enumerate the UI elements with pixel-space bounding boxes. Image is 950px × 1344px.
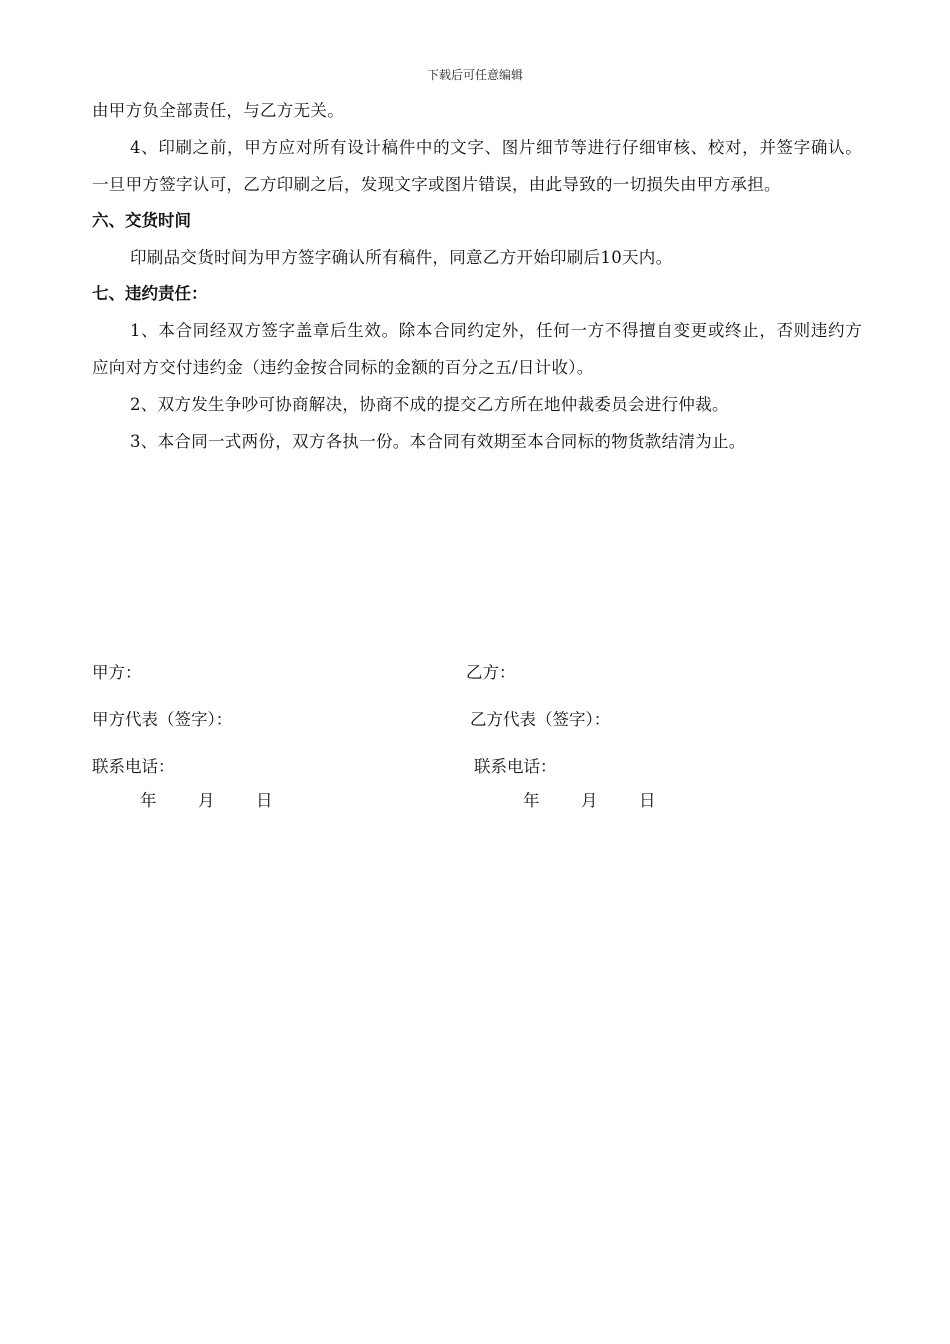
date-day: 日	[256, 791, 273, 810]
contract-body	[92, 92, 862, 460]
date-row-party-b	[0, 787, 950, 811]
paragraph-breach-1: 1、本合同经双方签字盖章后生效。除本合同约定外，任何一方不得擅自变更或终止，否则违约方应向对方交付违约金（违约金按合同标的金额的百分之五/日计收）。	[92, 321, 862, 377]
party-b-label: 乙方：	[466, 663, 516, 682]
paragraph-liability-end: 由甲方负全部责任，与乙方无关。	[92, 101, 344, 120]
paragraph-proofreading: 4、印刷之前，甲方应对所有设计稿件中的文字、图片细节等进行仔细审核、校对，并签字确认。一旦甲方签字认可，乙方印刷之后，发现文字或图片错误，由此导致的一切损失由甲方承担。	[92, 138, 862, 194]
party-b-phone-label: 联系电话：	[474, 757, 557, 776]
paragraph-breach-2: 2、双方发生争吵可协商解决，协商不成的提交乙方所在地仲裁委员会进行仲裁。	[130, 395, 729, 414]
paragraph-breach-3: 3、本合同一式两份，双方各执一份。本合同有效期至本合同标的物货款结清为止。	[130, 432, 746, 451]
date-year: 年	[523, 791, 540, 810]
party-a-representative-label: 甲方代表（签字）：	[92, 710, 233, 729]
paragraph-delivery-time: 印刷品交货时间为甲方签字确认所有稿件，同意乙方开始印刷后10天内。	[130, 248, 673, 267]
date-month: 月	[581, 791, 598, 810]
section-heading-delivery: 六、交货时间	[92, 211, 191, 230]
party-b-representative-label: 乙方代表（签字）：	[470, 710, 611, 729]
party-a-phone-label: 联系电话：	[92, 757, 175, 776]
date-year: 年	[140, 791, 157, 810]
date-month: 月	[198, 791, 215, 810]
party-a-label: 甲方：	[92, 663, 142, 682]
date-day: 日	[639, 791, 656, 810]
section-heading-breach: 七、违约责任：	[92, 284, 208, 303]
page-header: 下载后可任意编辑	[426, 68, 523, 82]
